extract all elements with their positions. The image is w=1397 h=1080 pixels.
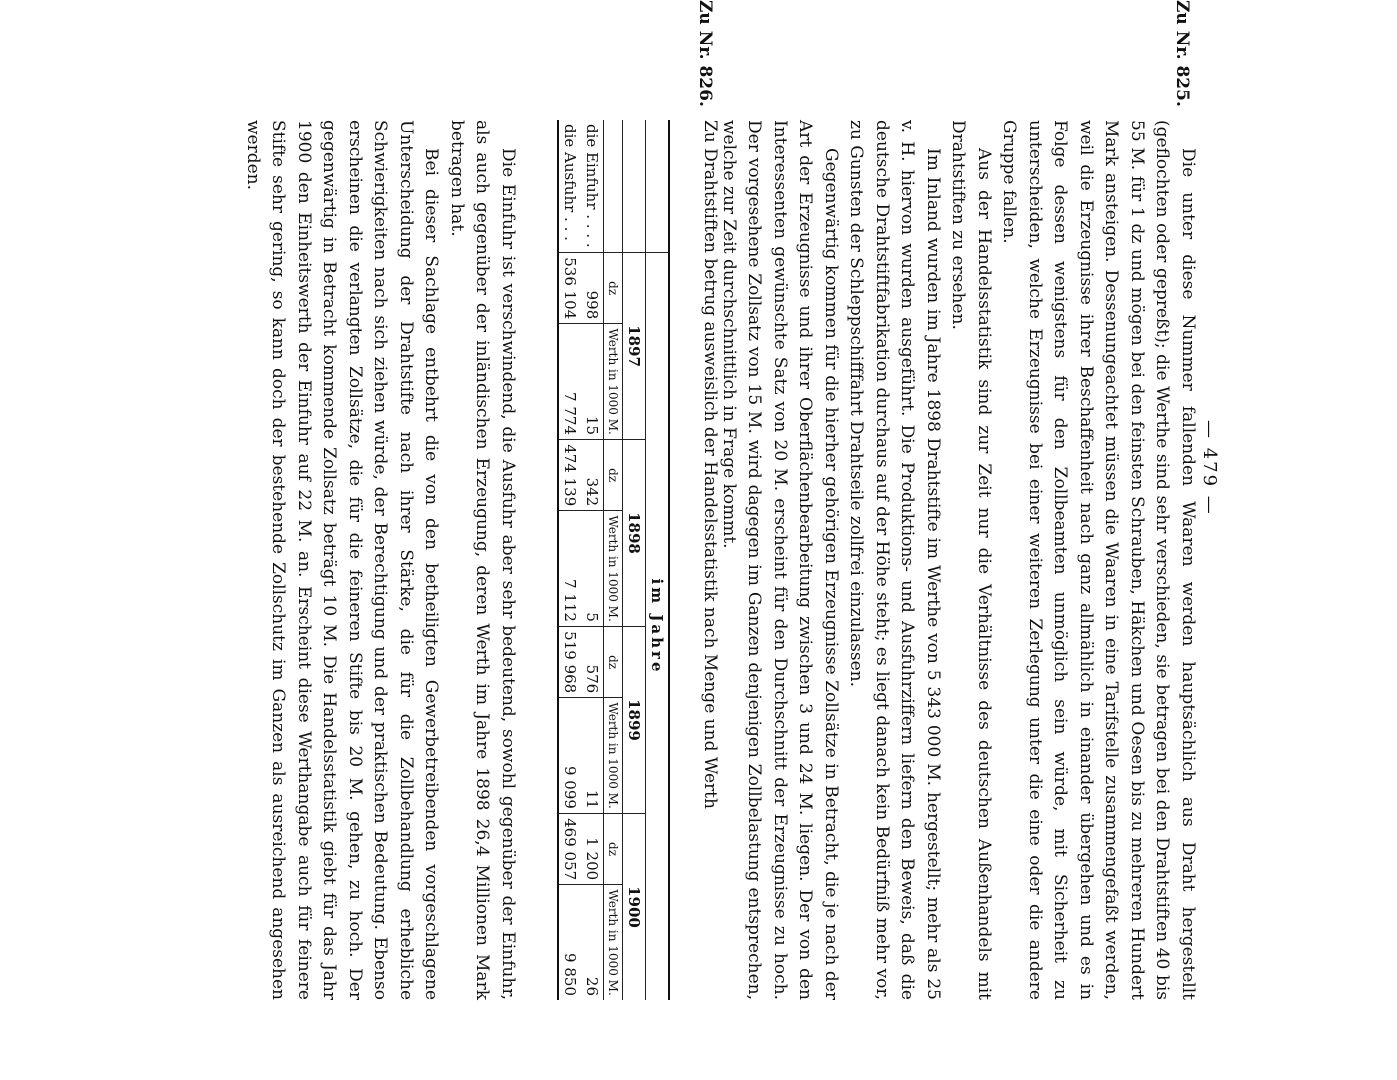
table-group-header: im Jahre	[646, 253, 670, 1000]
row-label: die Einfuhr . . . .	[583, 124, 601, 248]
paragraph: Im Inland wurden im Jahre 1898 Drahtstifte im Werthe von 5 343 000 M. hergestellt; mehr als 25 v. H. hiervon wurden ausgeführt. Die Produktions- und Ausfuhrziffern liefern den Beweis, daß die deutsche Drahtstiftfabrikation durchaus auf der Höhe steht; es liegt danach kein Bedürfniß mehr vor, zu Gunsten der Schleppschifffahrt Drahtseile zollfrei einzulassen.	[846, 120, 943, 1000]
margin-label-826: Zu Nr. 826.	[695, 0, 715, 107]
table-cell: 5	[581, 511, 604, 627]
table-cell: 469 057	[558, 813, 581, 884]
table-cell: 7 112	[558, 511, 581, 627]
unit-header: Werth in 1000 M.	[604, 511, 623, 627]
trade-statistics-table	[557, 120, 670, 1000]
paragraph: Gegenwärtig kommen für die hierher gehörigen Erzeugnisse Zollsätze in Betracht, die je nach der Art der Erzeugnisse und ihrer Oberflächenbearbeitung zwischen 3 und 24 M. liegen. Der von den Interessenten gewünschte Satz von 20 M. erscheint für den Durchschnitt der Erzeugnisse zu hoch. Der vorgesehene Zollsatz von 15 M. wird dagegen im Ganzen denjenigen Zollbelastung entsprechen, welche zur Zeit durchschnittlich in Frage kommt.	[719, 120, 841, 1000]
row-label: die Ausfuhr . . .	[558, 120, 581, 253]
table-cell: 1 200	[581, 813, 604, 884]
table-caption: Zu Drahtstiften betrug ausweislich der Handelsstatistik nach Menge und Werth	[700, 120, 720, 809]
table-cell: 998	[581, 253, 604, 324]
unit-header: Werth in 1000 M.	[604, 885, 623, 1000]
table-cell: 26	[581, 885, 604, 1000]
unit-header: Werth in 1000 M.	[604, 698, 623, 814]
table-cell: 9 099	[558, 698, 581, 814]
year-header: 1897	[623, 253, 646, 440]
table-corner	[646, 120, 670, 253]
table-cell: 342	[581, 440, 604, 511]
unit-header: dz	[604, 440, 623, 511]
year-header: 1898	[623, 440, 646, 627]
table-cell: 11	[581, 698, 604, 814]
paragraph: Aus der Handelsstatistik sind zur Zeit nur die Verhältnisse des deutschen Außenhandels mit Drahtstiften zu ersehen.	[948, 120, 994, 1000]
table-cell: 519 968	[558, 626, 581, 697]
table-cell: 474 139	[558, 440, 581, 511]
paragraph: Bei dieser Sachlage entbehrt die von den betheiligten Gewerbetreibenden vorgeschlagene Unterscheidung der Drahtstifte nach ihrer Stärke, die für die Zollbehandlung erhebliche Schwierigkeiten nach sich ziehen würde, der Berechtigung und der praktischen Bedeutung. Ebenso erscheinen die verlangten Zollsätze, die für die feineren Stifte bis 20 M. gehen, zu hoch. Der gegenwärtig in Betracht kommende Zollsatz beträgt 10 M. Die Handelsstatistik giebt für das Jahr 1900 den Einheitswerth der Einfuhr auf 22 M. an. Erscheint diese Werthangabe auch für feinere Stifte sehr gering, so kann doch der bestehende Zollschutz im Ganzen als ausreichend angesehen werden.	[243, 120, 442, 1000]
year-header: 1899	[623, 626, 646, 813]
table-row	[581, 120, 604, 1000]
paragraph: Die unter diese Nummer fallenden Waaren werden hauptsächlich aus Draht hergestellt (geflochten oder gepreßt); die Werthe sind sehr verschieden, sie betragen bei den Drahtstiften 40 bis 55 M. für 1 dz und mögen bei den feinsten Schrauben, Häkchen und Oesen bis zu mehreren Hundert Mark ansteigen. Dessenungeachtet müssen die Waaren in eine Tarifstelle zusammengefaßt werden, weil die Erzeugnisse ihrer Beschaffenheit nach ganz allmählich in einander übergehen und es in Folge dessen wenigstens für den Zollbeamten unmöglich sein würde, mit Sicherheit zu unterscheiden, welche Erzeugnisse bei einer weiteren Zerlegung unter die eine oder die andere Gruppe fallen.	[999, 120, 1198, 1000]
table-cell: 15	[581, 324, 604, 440]
rotated-document-page	[140, 0, 1240, 1000]
unit-header: dz	[604, 626, 623, 697]
table-cell: 9 850	[558, 885, 581, 1000]
section-826-text	[240, 120, 521, 1000]
table-cell: 536 104	[558, 253, 581, 324]
page-number: — 479 —	[1199, 420, 1220, 516]
unit-header: dz	[604, 813, 623, 884]
table-row	[558, 120, 581, 1000]
unit-header: Werth in 1000 M.	[604, 324, 623, 440]
year-header: 1900	[623, 813, 646, 1000]
unit-header: dz	[604, 253, 623, 324]
margin-label-825: Zu Nr. 825.	[1172, 0, 1192, 107]
table-cell: 576	[581, 626, 604, 697]
section-825-text	[716, 120, 1201, 1000]
table-cell: 7 774	[558, 324, 581, 440]
paragraph: Die Einfuhr ist verschwindend, die Ausfuhr aber sehr bedeutend, sowohl gegenüber der Einfuhr, als auch gegenüber der inländischen Erzeugung, deren Werth im Jahre 1898 26,4 Millionen Mark betragen hat.	[447, 120, 518, 1000]
